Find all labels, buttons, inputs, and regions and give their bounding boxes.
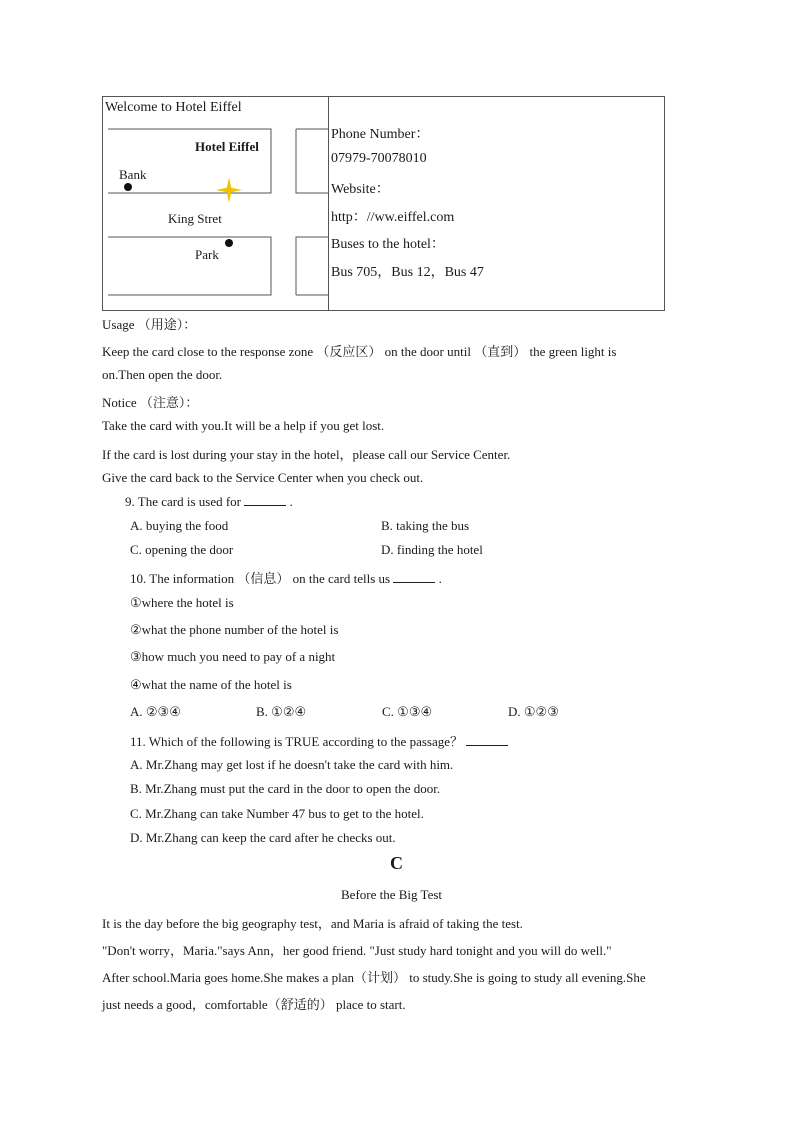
passage-line: "Don't worry，Maria."says Ann，her good friend. "Just study hard tonight and you will do well.": [102, 943, 612, 958]
option-c: C. ①③④: [382, 704, 433, 719]
section-c-title: Before the Big Test: [341, 887, 443, 902]
section-c-letter: C: [390, 853, 403, 873]
info-website-label: Website：: [331, 182, 390, 197]
map-label-bank: Bank: [119, 167, 147, 182]
question-9-stem: [125, 494, 293, 510]
notice-heading: Notice （注意）：: [102, 395, 199, 410]
hotel-card: [102, 96, 665, 311]
answer-blank: [393, 581, 435, 583]
info-buses-list: Bus 705，Bus 12，Bus 47: [331, 265, 484, 280]
question-10-item: ②what the phone number of the hotel is: [130, 622, 339, 637]
question-9-text: 9. The card is used for: [125, 494, 245, 509]
option-a: A. Mr.Zhang may get lost if he doesn't take the card with him.: [130, 757, 454, 772]
option-d: D. ①②③: [508, 704, 559, 719]
notice-line: Take the card with you.It will be a help if you get lost.: [102, 418, 385, 433]
option-c: C. opening the door: [130, 542, 234, 557]
bank-dot-icon: [124, 183, 132, 191]
info-buses-label: Buses to the hotel：: [331, 237, 445, 252]
option-a: A. buying the food: [130, 518, 229, 533]
option-d: D. finding the hotel: [381, 542, 483, 557]
map-label-hotel: Hotel Eiffel: [195, 139, 259, 154]
option-b: B. taking the bus: [381, 518, 470, 533]
park-dot-icon: [225, 239, 233, 247]
question-11-text: 11. Which of the following is TRUE according to the passage？: [130, 734, 467, 749]
info-phone-number: 07979-70078010: [331, 151, 427, 166]
question-11-stem: [130, 731, 508, 750]
map-label-park: Park: [195, 247, 219, 262]
option-d: D. Mr.Zhang can keep the card after he checks out.: [130, 830, 396, 845]
option-a: A. ②③④: [130, 704, 181, 719]
notice-line: If the card is lost during your stay in the hotel，please call our Service Center.: [102, 447, 511, 462]
passage-line: After school.Maria goes home.She makes a plan（计划） to study.She is going to study all evening.She: [102, 970, 646, 985]
answer-blank: [244, 504, 286, 506]
hotel-star-icon: [216, 177, 242, 208]
question-10-item: ③how much you need to pay of a night: [130, 649, 336, 664]
question-10-text: 10. The information （信息） on the card tells us: [130, 571, 394, 586]
notice-line: Give the card back to the Service Center when you check out.: [102, 470, 424, 485]
usage-line-2: on.Then open the door.: [102, 367, 223, 382]
option-b: B. Mr.Zhang must put the card in the door to open the door.: [130, 781, 441, 796]
question-10-item: ④what the name of the hotel is: [130, 677, 292, 692]
question-9-end: .: [286, 494, 293, 509]
usage-line-1: Keep the card close to the response zone （反应区） on the door until （直到） the green light is: [102, 344, 617, 359]
card-welcome-title: Welcome to Hotel Eiffel: [105, 100, 242, 115]
question-10-stem: [130, 568, 442, 587]
map-label-street: King Stret: [168, 211, 222, 226]
option-b: B. ①②④: [256, 704, 307, 719]
info-website-url: http：//ww.eiffel.com: [331, 210, 455, 225]
passage-line: just needs a good，comfortable（舒适的） place to start.: [102, 997, 406, 1012]
info-phone-label: Phone Number：: [331, 127, 430, 142]
question-10-end: .: [435, 571, 442, 586]
card-divider: [328, 97, 329, 310]
question-10-item: ①where the hotel is: [130, 595, 234, 610]
option-c: C. Mr.Zhang can take Number 47 bus to get to the hotel.: [130, 806, 424, 821]
answer-blank: [466, 744, 508, 746]
passage-line: It is the day before the big geography test，and Maria is afraid of taking the test.: [102, 916, 523, 931]
usage-heading: Usage （用途）：: [102, 317, 197, 332]
